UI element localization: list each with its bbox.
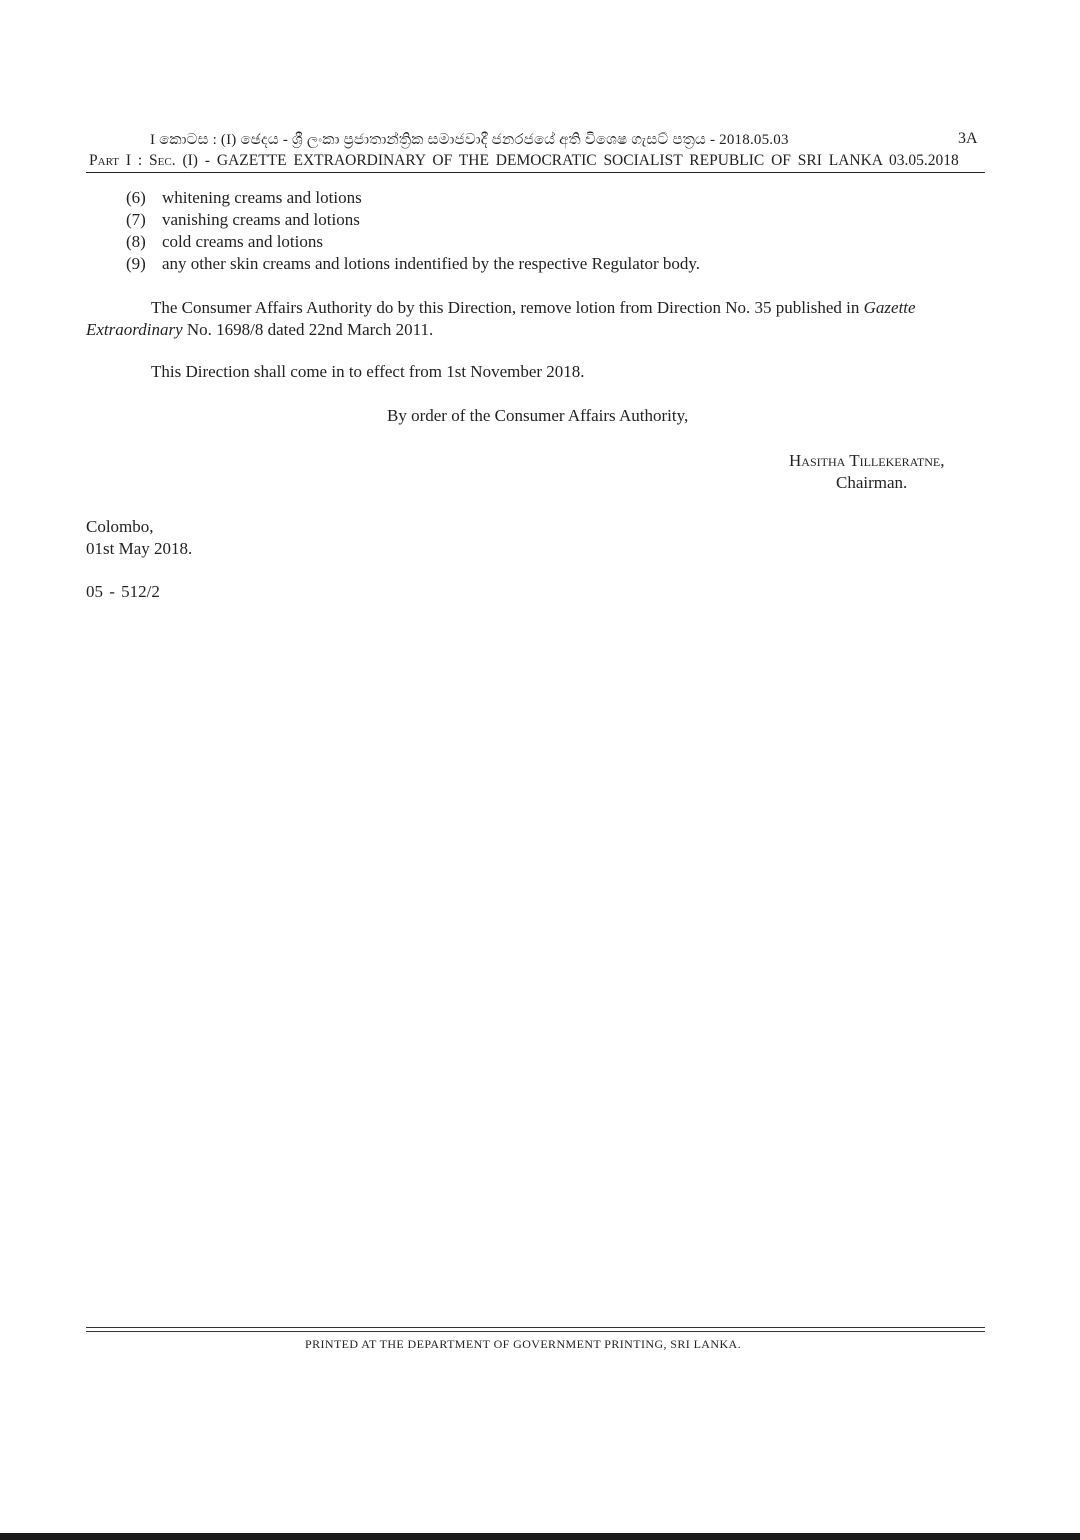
header-sinhala-line: I කොටස : (I) ඡෙදය - ශ්‍රී ලංකා ප්‍රජාතාන්ත්‍රික සමාජවාදී ජනරජයේ අති විශෙෂ ගැසට් පත්‍රය - 2018.05.03 [150,132,789,148]
list-item [126,209,700,231]
extraordinary-italic: Extraordinary [86,320,183,339]
gazette-italic: Gazette [863,298,916,317]
footer-rule-top [86,1327,985,1328]
list-item-number: (9) [126,254,146,273]
removal-paragraph-tail: No. 1698/8 dated 22nd March 2011. [182,320,434,339]
list-item-text: vanishing creams and lotions [162,210,360,229]
signatory-name: Hasitha Tillekeratne, [789,451,945,470]
signatory-title: Chairman. [836,473,908,492]
header-part-section: Part I : Sec. (I) [89,152,198,169]
list-item-text: cold creams and lotions [162,232,323,251]
list-item-text: whitening creams and lotions [162,188,362,207]
list-item [126,187,700,209]
removal-paragraph-line-1 [86,297,986,319]
list-item-number: (6) [126,188,146,207]
page-number: 3A [958,130,978,147]
place-date: 01st May 2018. [86,539,193,558]
printer-footer: PRINTED AT THE DEPARTMENT OF GOVERNMENT PRINTING, SRI LANKA. [305,1337,741,1351]
footer-rule-bottom [86,1331,985,1332]
by-order-line: By order of the Consumer Affairs Authority, [387,406,689,425]
list-item-number: (7) [126,210,146,229]
header-english-line [89,152,989,170]
removal-paragraph [86,297,986,341]
list-item [126,253,700,275]
place-city: Colombo, [86,517,154,536]
removal-paragraph-line-2 [86,319,986,341]
list-item [126,231,700,253]
place-and-date [86,516,192,560]
effect-paragraph: This Direction shall come in to effect from 1st November 2018. [151,362,585,381]
reference-number: 05 - 512/2 [86,582,160,601]
bottom-edge-bar [0,1533,1080,1540]
items-list [126,187,700,275]
header-rule [86,172,985,173]
list-item-text: any other skin creams and lotions indentified by the respective Regulator body. [162,254,701,273]
list-item-number: (8) [126,232,146,251]
removal-paragraph-text: The Consumer Affairs Authority do by this Direction, remove lotion from Direction No. 35 published in [151,298,864,317]
header-english-title: - GAZETTE EXTRAORDINARY OF THE DEMOCRATIC SOCIALIST REPUBLIC OF SRI LANKA 03.05.2018 [197,152,959,169]
